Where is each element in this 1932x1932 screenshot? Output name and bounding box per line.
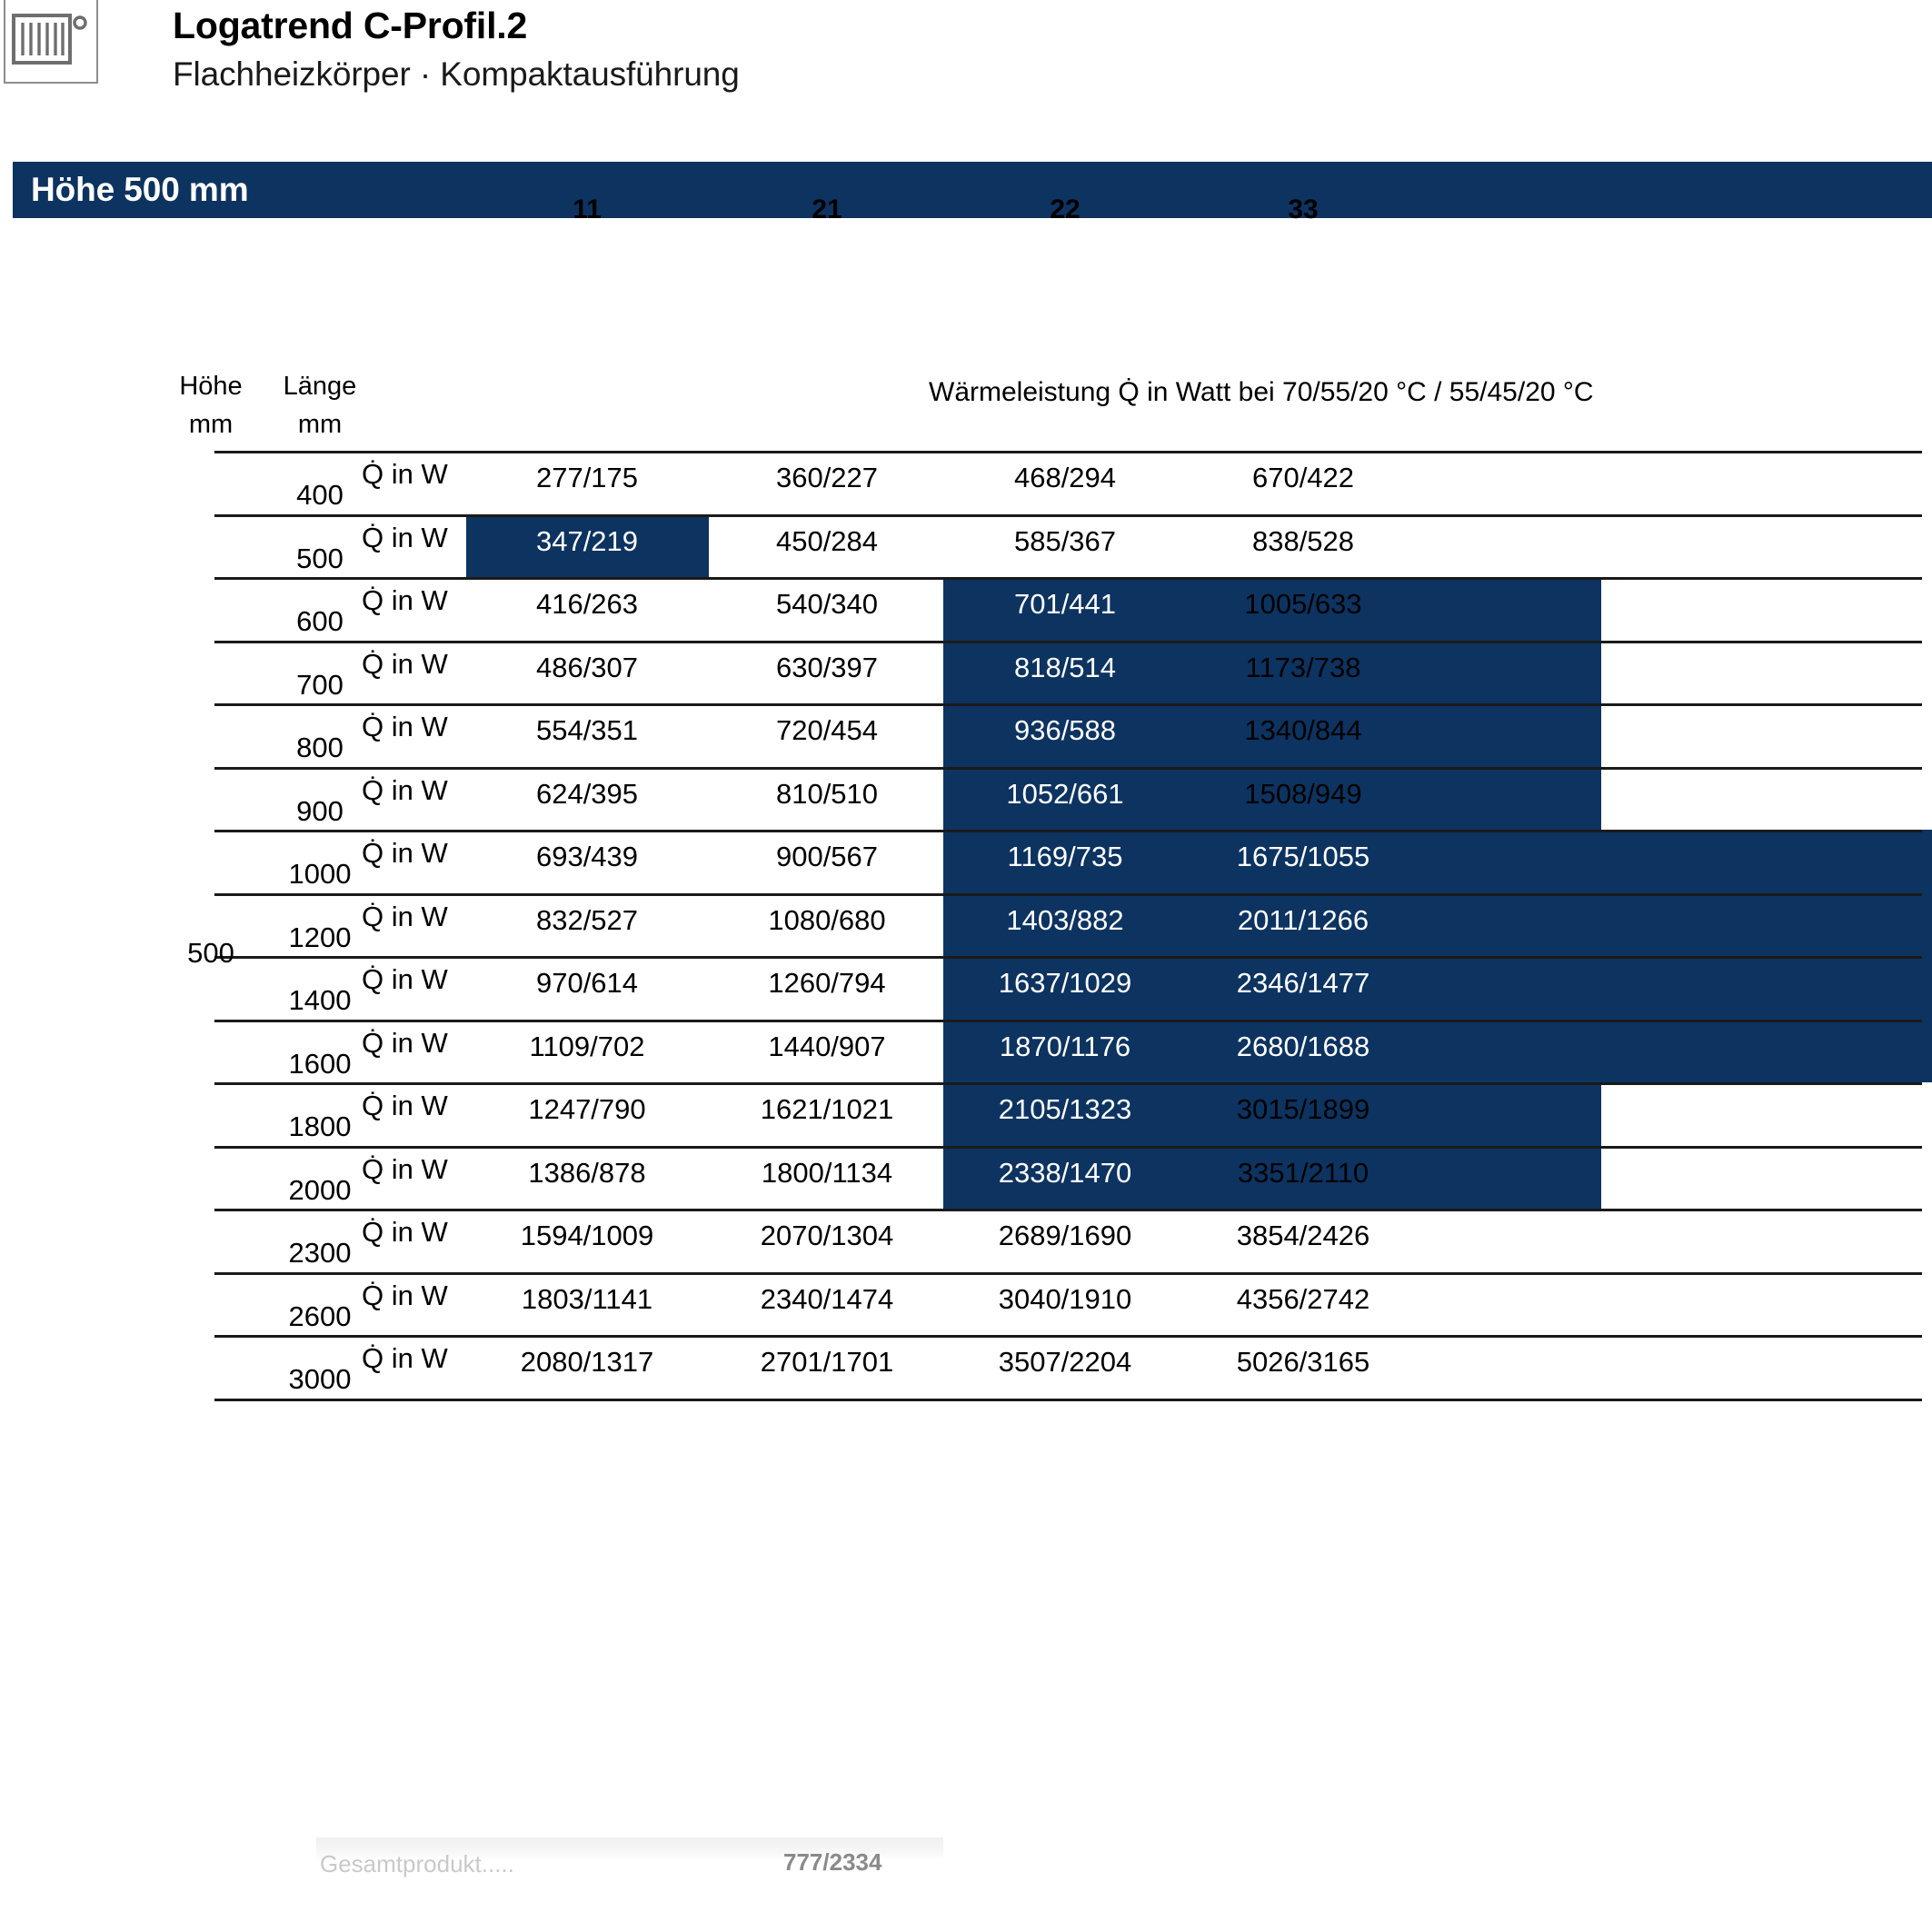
heat-output-cell: 1403/882 xyxy=(1006,903,1124,936)
row-separator xyxy=(214,893,1922,896)
heat-output-cell: 900/567 xyxy=(775,841,879,872)
heat-output-cell: 3854/2426 xyxy=(1236,1220,1370,1251)
heat-output-cell: 832/527 xyxy=(535,903,639,936)
heat-output-caption: Wärmeleistung Q̇ in Watt bei 70/55/20 °C / 55/45/20 °C xyxy=(929,377,1594,407)
row-length-value: 2300 xyxy=(288,1237,352,1269)
row-length-value: 2000 xyxy=(288,1173,352,1206)
row-unit-label: Q̇ in W xyxy=(362,837,448,869)
row-separator xyxy=(214,514,1922,517)
cell-highlight xyxy=(1601,893,1932,957)
heat-output-cell: 2346/1477 xyxy=(1236,967,1370,999)
row-unit-label: Q̇ in W xyxy=(362,1216,448,1248)
row-separator xyxy=(214,577,1922,580)
cell-highlight xyxy=(1601,1020,1932,1083)
row-separator xyxy=(214,1272,1922,1275)
row-unit-label: Q̇ in W xyxy=(362,1026,448,1059)
heat-output-cell: 701/441 xyxy=(1013,588,1117,620)
heat-output-cell: 3015/1899 xyxy=(1236,1093,1370,1125)
heat-output-cell: 540/340 xyxy=(775,588,879,620)
heat-output-cell: 1594/1009 xyxy=(520,1220,654,1251)
heat-output-cell: 468/294 xyxy=(1013,462,1117,493)
heat-output-cell: 1340/844 xyxy=(1244,714,1362,746)
corner-laenge-line1: Länge xyxy=(283,372,357,401)
heat-output-cell: 1803/1141 xyxy=(521,1282,653,1315)
section-banner-label: Höhe 500 mm xyxy=(31,171,249,208)
heat-output-cell: 1386/878 xyxy=(528,1156,646,1189)
heat-output-cell: 4356/2742 xyxy=(1236,1282,1370,1315)
heat-output-cell: 670/422 xyxy=(1251,462,1355,493)
row-unit-label: Q̇ in W xyxy=(362,1279,448,1311)
row-length-value: 400 xyxy=(296,479,344,511)
heat-output-cell: 1508/949 xyxy=(1244,777,1362,810)
row-unit-label: Q̇ in W xyxy=(362,458,448,490)
row-unit-label: Q̇ in W xyxy=(362,584,448,616)
heat-output-cell: 818/514 xyxy=(1013,651,1117,683)
column-header-33: 33 xyxy=(1288,194,1319,224)
row-length-value: 3000 xyxy=(288,1363,352,1395)
heat-output-cell: 1173/738 xyxy=(1245,651,1361,683)
heat-output-cell: 1005/633 xyxy=(1244,588,1362,620)
row-unit-label: Q̇ in W xyxy=(362,1342,448,1374)
row-unit-label: Q̇ in W xyxy=(362,900,448,932)
row-unit-label: Q̇ in W xyxy=(362,773,448,806)
heat-output-cell: 1800/1134 xyxy=(761,1156,893,1189)
bottom-ghost-text-right: 777/2334 xyxy=(783,1848,882,1876)
row-unit-label: Q̇ in W xyxy=(362,711,448,742)
heat-output-cell: 1169/735 xyxy=(1007,841,1123,872)
heat-output-cell: 5026/3165 xyxy=(1236,1346,1370,1378)
column-header-11: 11 xyxy=(573,194,602,224)
row-unit-label: Q̇ in W xyxy=(362,521,448,553)
heat-output-cell: 277/175 xyxy=(535,462,639,493)
row-separator xyxy=(214,1209,1922,1211)
heat-output-cell: 1440/907 xyxy=(768,1030,886,1062)
heat-output-cell: 3351/2110 xyxy=(1237,1156,1369,1189)
row-length-value: 900 xyxy=(296,794,344,827)
heat-output-cell: 1247/790 xyxy=(528,1093,646,1125)
corner-hoehe-line1: Höhe xyxy=(179,372,243,401)
heat-output-cell: 2338/1470 xyxy=(998,1156,1132,1189)
row-separator xyxy=(214,1082,1922,1085)
corner-laenge-line2: mm xyxy=(297,410,343,440)
row-length-value: 800 xyxy=(296,732,344,763)
row-length-value: 1000 xyxy=(288,858,352,890)
heat-output-cell: 2680/1688 xyxy=(1236,1030,1370,1062)
row-separator xyxy=(214,1020,1922,1022)
cell-highlight xyxy=(1601,830,1932,893)
row-unit-label: Q̇ in W xyxy=(362,647,448,680)
heat-output-cell: 486/307 xyxy=(535,651,639,683)
heat-output-cell: 624/395 xyxy=(535,777,639,810)
heat-output-cell: 1109/702 xyxy=(529,1030,645,1062)
corner-hoehe-line2: mm xyxy=(188,410,234,440)
row-length-value: 2600 xyxy=(288,1300,352,1332)
row-length-value: 1600 xyxy=(288,1047,352,1080)
row-separator xyxy=(214,1399,1922,1401)
column-header-22: 22 xyxy=(1050,194,1081,224)
row-length-value: 600 xyxy=(296,605,344,637)
heat-output-cell: 554/351 xyxy=(535,714,639,746)
heat-output-cell: 3507/2204 xyxy=(998,1346,1132,1378)
heat-output-cell: 450/284 xyxy=(775,524,879,557)
row-separator xyxy=(214,641,1922,643)
heat-output-cell: 1080/680 xyxy=(768,903,886,936)
heat-output-cell: 1675/1055 xyxy=(1236,841,1370,872)
heat-output-cell: 2080/1317 xyxy=(520,1346,654,1378)
heat-output-cell: 3040/1910 xyxy=(998,1282,1132,1315)
corner-label-laenge xyxy=(247,367,393,443)
page-title: Logatrend C-Profil.2 xyxy=(173,5,528,46)
heat-output-cell: 2105/1323 xyxy=(998,1093,1132,1125)
heat-output-cell: 1052/661 xyxy=(1006,777,1124,810)
row-separator xyxy=(214,451,1922,453)
heat-output-cell: 720/454 xyxy=(775,714,879,746)
heat-output-cell: 2689/1690 xyxy=(998,1220,1132,1251)
row-unit-label: Q̇ in W xyxy=(362,963,448,995)
heat-output-cell: 1260/794 xyxy=(768,967,886,999)
heat-output-cell: 936/588 xyxy=(1013,714,1117,746)
row-length-value: 1800 xyxy=(288,1110,352,1142)
heat-output-cell: 1637/1029 xyxy=(998,967,1132,999)
heat-output-cell: 585/367 xyxy=(1013,524,1117,557)
heat-output-cell: 838/528 xyxy=(1251,524,1355,557)
row-length-value: 700 xyxy=(296,668,344,701)
heat-output-cell: 810/510 xyxy=(775,777,879,810)
row-separator xyxy=(214,767,1922,770)
row-unit-label: Q̇ in W xyxy=(362,1090,448,1121)
heat-output-cell: 630/397 xyxy=(775,651,879,683)
heat-output-cell: 2340/1474 xyxy=(760,1282,894,1315)
heat-output-cell: 2011/1266 xyxy=(1237,903,1369,936)
page-subtitle: Flachheizkörper · Kompaktausführung xyxy=(173,55,740,93)
heat-output-cell: 1621/1021 xyxy=(760,1093,894,1125)
row-unit-label: Q̇ in W xyxy=(362,1152,448,1185)
heat-output-cell: 2070/1304 xyxy=(760,1220,894,1251)
row-separator xyxy=(214,703,1922,706)
heat-output-cell: 693/439 xyxy=(535,841,639,872)
heat-output-cell: 360/227 xyxy=(775,462,879,493)
row-length-value: 500 xyxy=(296,542,344,574)
row-separator xyxy=(214,1335,1922,1338)
row-length-value: 1400 xyxy=(288,984,352,1016)
row-separator xyxy=(214,1146,1922,1149)
heat-output-cell: 1870/1176 xyxy=(999,1030,1131,1062)
bottom-ghost-text-left: Gesamtprodukt..... xyxy=(320,1850,514,1877)
column-header-21: 21 xyxy=(812,194,842,224)
row-length-value: 1200 xyxy=(288,921,352,953)
heat-output-cell: 347/219 xyxy=(535,524,639,557)
row-separator xyxy=(214,956,1922,959)
heat-output-cell: 2701/1701 xyxy=(760,1346,894,1378)
table-height-value: 500 xyxy=(187,937,234,970)
row-separator xyxy=(214,830,1922,832)
heat-output-cell: 416/263 xyxy=(535,588,639,620)
heat-output-cell: 970/614 xyxy=(535,967,639,999)
cell-highlight xyxy=(1601,956,1932,1020)
